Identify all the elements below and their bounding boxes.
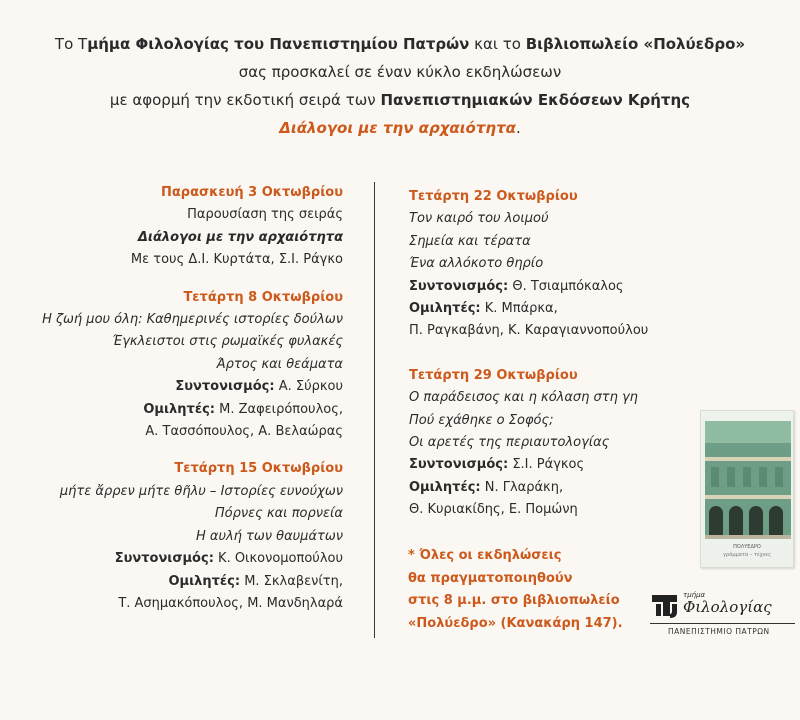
event-line: Με τους Δ.Ι. Κυρτάτα, Σ.Ι. Ράγκο <box>130 252 343 268</box>
intro-line-1 <box>0 30 800 58</box>
event-oct-3 <box>3 182 343 272</box>
speakers-line <box>409 477 709 499</box>
event-date: Τετάρτη 8 Οκτωβρίου <box>183 289 343 305</box>
speakers-line <box>3 571 343 593</box>
coordinator-label: Συντονισμός: <box>409 278 509 294</box>
talk-title: Σημεία και τέρατα <box>409 233 531 249</box>
note-line: * Όλες οι εκδηλώσεις <box>408 548 562 563</box>
coordinator-name: Κ. Οικονομοπούλου <box>213 551 343 567</box>
department-logo <box>650 590 795 640</box>
intro-text-segment: Το Τ <box>54 35 88 53</box>
series-title-period: . <box>515 119 521 137</box>
intro-line-2: σας προσκαλεί σε έναν κύκλο εκδηλώσεων <box>238 63 562 81</box>
talk-title: Πόρνες και πορνεία <box>214 506 343 522</box>
event-date: Τετάρτη 22 Οκτωβρίου <box>409 189 578 204</box>
coordinator-line <box>3 548 343 570</box>
speakers-names: Θ. Κυριακίδης, Ε. Πομώνη <box>409 502 578 518</box>
intro-text-segment: με αφορμή την εκδοτική σειρά των <box>109 91 381 109</box>
logo-tmima: τμήμα <box>683 591 706 599</box>
coordinator-line <box>409 454 709 476</box>
left-column <box>3 182 343 615</box>
department-logo-icon <box>650 592 680 620</box>
speakers-names: Μ. Ζαφειρόπουλος, <box>214 401 343 417</box>
intro-text <box>0 30 800 142</box>
event-date: Τετάρτη 29 Οκτωβρίου <box>409 367 578 383</box>
talk-title: Άρτος και θεάματα <box>216 356 343 372</box>
intro-text-segment: και το <box>469 35 526 53</box>
speakers-label: Ομιλητές: <box>168 573 241 589</box>
coordinator-label: Συντονισμός: <box>114 551 214 567</box>
speakers-names: Α. Τασσόπουλος, Α. Βελαώρας <box>145 424 343 440</box>
logo-univ: ΠΑΝΕΠΙΣΤΗΜΙΟ ΠΑΤΡΩΝ <box>668 627 770 636</box>
talk-title: Οι αρετές της περιαυτολογίας <box>409 435 610 451</box>
talk-title: Πού εχάθηκε ο Σοφός; <box>409 412 554 428</box>
series-title-text: Διάλογοι με την αρχαιότητα <box>279 119 516 137</box>
event-date: Τετάρτη 15 Οκτωβρίου <box>174 461 343 477</box>
note-line: «Πολύεδρο» (Κανακάρη 147). <box>408 615 623 631</box>
speakers-label: Ομιλητές: <box>409 479 481 495</box>
event-line: Παρουσίαση της σειράς <box>187 207 343 223</box>
intro-line-3 <box>0 86 800 114</box>
note-line: στις 8 μ.μ. στο βιβλιοπωλείο <box>408 593 620 608</box>
event-line: Διάλογοι με την αρχαιότητα <box>137 229 343 245</box>
talk-title: Ένα αλλόκοτο θηρίο <box>409 256 544 272</box>
coordinator-name: Α. Σύρκου <box>274 379 343 395</box>
book-publisher: ΠΟΛΥΕΔΡΟ <box>733 544 761 550</box>
event-oct-29 <box>409 365 709 522</box>
coordinator-name: Θ. Τσιαμπόκαλος <box>508 278 624 294</box>
event-oct-15 <box>3 458 343 615</box>
event-date: Παρασκευή 3 Οκτωβρίου <box>160 185 343 200</box>
logo-divider <box>650 623 795 624</box>
bookstore-book-image <box>700 410 794 568</box>
talk-title: Ο παράδεισος και η κόλαση στη γη <box>409 390 638 406</box>
coordinator-line <box>409 276 709 298</box>
event-oct-8 <box>3 287 343 444</box>
speakers-line <box>409 298 709 320</box>
book-subtitle: γράμματα – τέχνες <box>722 552 772 558</box>
coordinator-label: Συντονισμός: <box>175 379 275 395</box>
coordinator-name: Σ.Ι. Ράγκος <box>508 457 585 473</box>
bookstore-name: Βιβλιοπωλείο «Πολύεδρο» <box>525 35 746 53</box>
speakers-label: Ομιλητές: <box>409 301 481 317</box>
talk-title: Η αυλή των θαυμάτων <box>195 528 343 544</box>
speakers-names: Κ. Μπάρκα, <box>480 301 558 317</box>
note-line: θα πραγματοποιηθούν <box>408 570 573 586</box>
talk-title: Η ζωή μου όλη: Καθημερινές ιστορίες δούλων <box>42 312 343 328</box>
speakers-names: Π. Ραγκαβάνη, Κ. Καραγιαννοπούλου <box>409 323 649 339</box>
series-title <box>0 114 800 142</box>
column-divider <box>374 182 375 638</box>
speakers-names: Τ. Ασημακόπουλος, Μ. Μανδηλαρά <box>118 595 343 611</box>
venue-note <box>408 545 623 635</box>
speakers-names: Μ. Σκλαβενίτη, <box>240 573 343 589</box>
department-name: μήμα Φιλολογίας του Πανεπιστημίου Πατρών <box>87 35 470 53</box>
speakers-names: Ν. Γλαράκη, <box>480 479 564 495</box>
talk-title: μήτε ἄρρεν μήτε θῆλυ – Ιστορίες ευνούχων <box>59 483 343 499</box>
publisher-name: Πανεπιστημιακών Εκδόσεων Κρήτης <box>380 91 691 109</box>
talk-title: Έγκλειστοι στις ρωμαϊκές φυλακές <box>112 334 343 350</box>
logo-dept: Φιλολογίας <box>683 598 772 616</box>
speakers-label: Ομιλητές: <box>143 401 215 417</box>
talk-title: Τον καιρό του λοιμού <box>409 211 549 227</box>
right-column <box>409 186 709 522</box>
speakers-line <box>3 399 343 421</box>
coordinator-line <box>3 376 343 398</box>
coordinator-label: Συντονισμός: <box>409 457 509 473</box>
event-oct-22 <box>409 186 709 343</box>
